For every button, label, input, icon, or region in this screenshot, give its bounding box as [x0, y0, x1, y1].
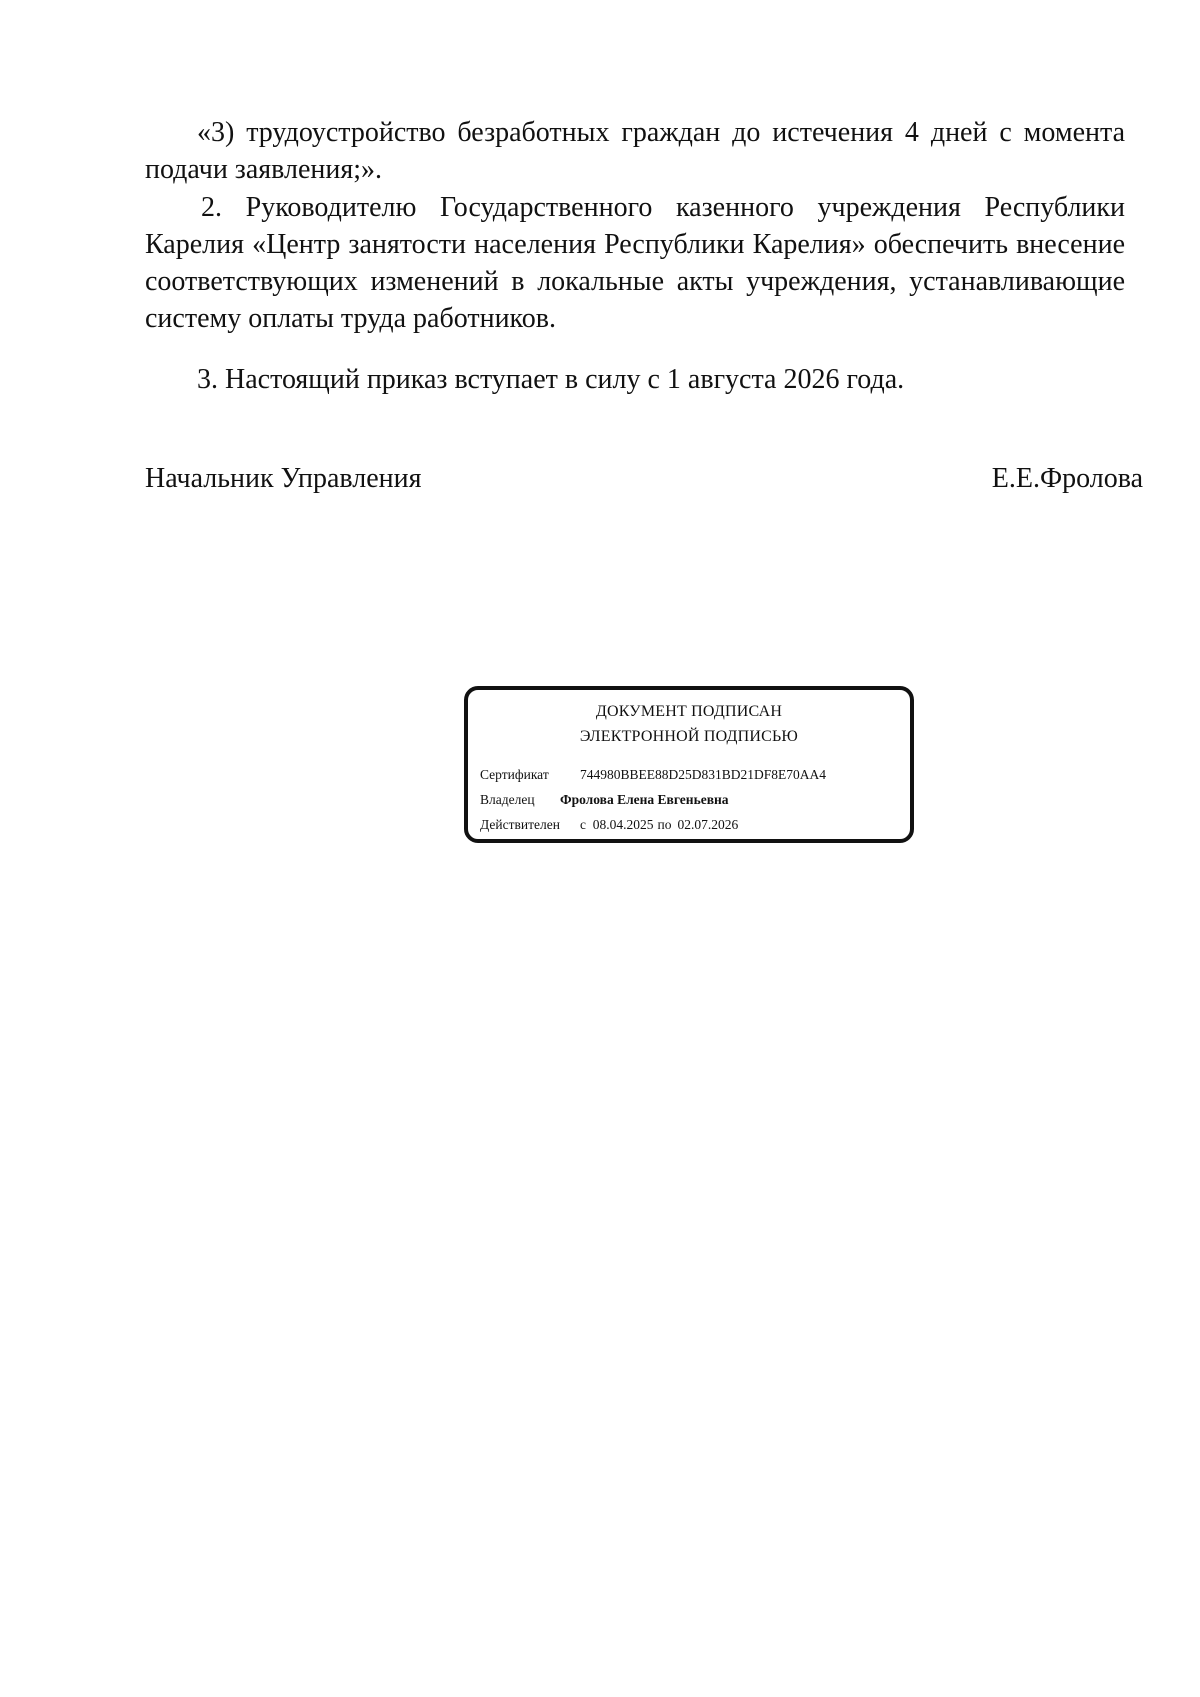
valid-from-date: 08.04.2025: [592, 817, 654, 832]
signatory-position: Начальник Управления: [145, 463, 422, 494]
stamp-owner-row: [480, 791, 729, 809]
signatory-name: Е.Е.Фролова: [991, 463, 1143, 494]
valid-to-date: 02.07.2026: [677, 817, 739, 832]
valid-from-label: с: [580, 817, 586, 832]
paragraph-item-2: 2. Руководителю Государственного казенного учреждения Республики Карелия «Центр занятости населения Республики Карелия» обеспечить внесение соответствующих изменений в локальные акты учреждения, устанавливающие систему оплаты труда работников.: [145, 192, 1125, 334]
stamp-title-line-1: ДОКУМЕНТ ПОДПИСАН: [595, 703, 783, 720]
owner-value: Фролова Елена Евгеньевна: [560, 792, 729, 807]
certificate-label: Сертификат: [480, 767, 549, 782]
stamp-certificate-row: [480, 766, 826, 784]
owner-label: Владелец: [480, 792, 535, 807]
signature-block: [145, 460, 1143, 497]
validity-label: Действителен: [480, 817, 560, 832]
stamp-validity-row: [480, 816, 738, 834]
electronic-signature-stamp: [464, 686, 914, 843]
valid-to-label: по: [657, 817, 672, 832]
stamp-title: [468, 699, 910, 749]
certificate-value: 744980BBEE88D25D831BD21DF8E70AA4: [580, 767, 827, 782]
paragraph-item-3-quote: «3) трудоустройство безработных граждан до истечения 4 дней с момента подачи заявления;».: [145, 117, 1125, 185]
paragraph-item-3: 3. Настоящий приказ вступает в силу с 1 августа 2026 года.: [197, 364, 905, 395]
stamp-title-line-2: ЭЛЕКТРОННОЙ ПОДПИСЬЮ: [579, 728, 799, 745]
